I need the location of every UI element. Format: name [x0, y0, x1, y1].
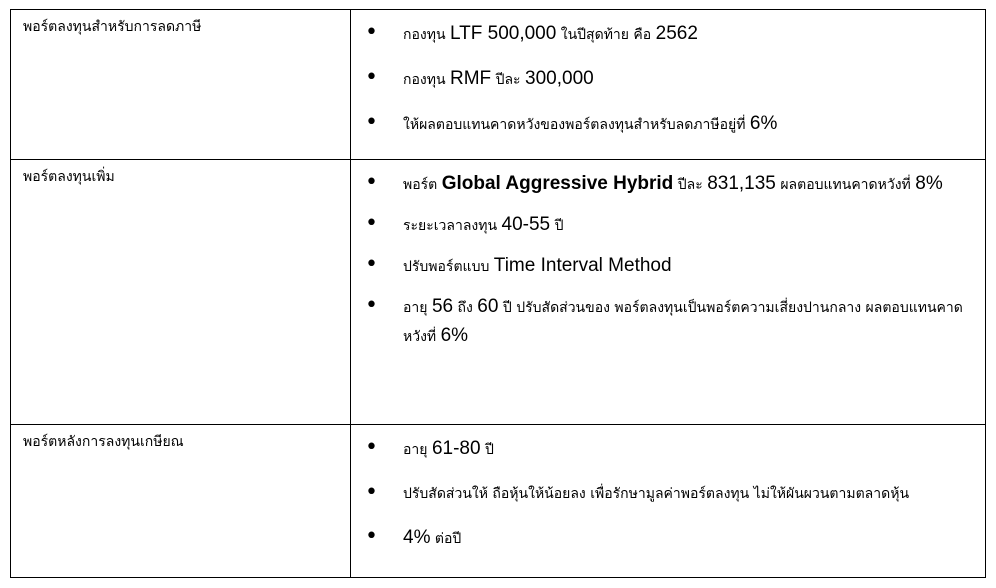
item-text: อายุ — [403, 442, 432, 458]
item-text: ปี — [480, 442, 494, 458]
item-text: ปรับสัดส่วนให้ ถือหุ้นให้น้อยลง เพื่อรักษามูลค่าพอร์ตลงทุน ไม่ให้ผันผวนตามตลาดหุ้น — [403, 486, 910, 502]
bullet-icon: • — [365, 480, 378, 505]
item-text: กองทุน — [403, 27, 450, 43]
list-item — [365, 211, 975, 240]
bullet-list — [351, 160, 985, 351]
row-label-cell — [11, 425, 351, 578]
age-start: 56 — [431, 296, 454, 317]
row-content-cell — [351, 425, 986, 578]
bullet-icon: • — [365, 20, 378, 45]
item-text: ปรับพอร์ตแบบ — [403, 259, 494, 275]
bullet-icon: • — [365, 65, 378, 90]
bullet-list — [351, 425, 985, 553]
bullet-icon: • — [365, 293, 378, 318]
item-text: ถึง — [453, 300, 478, 316]
list-item — [365, 435, 975, 464]
expected-return: 6% — [749, 113, 778, 134]
row-content-cell — [351, 10, 986, 160]
item-text: อายุ — [403, 300, 432, 316]
rmf-amount: 300,000 — [525, 68, 594, 89]
item-text: ผลตอบแทนคาดหวังที่ — [775, 177, 916, 193]
item-text: กองทุน — [403, 72, 450, 88]
bullet-icon: • — [365, 110, 378, 135]
fund-ltf-amount: LTF 500,000 — [449, 23, 557, 44]
row-label: พอร์ตลงทุนสำหรับการลดภาษี — [23, 19, 202, 35]
list-item — [365, 252, 975, 281]
row-label: พอร์ตลงทุนเพิ่ม — [23, 169, 115, 185]
investment-plan-table — [10, 9, 986, 578]
bullet-icon: • — [365, 211, 378, 236]
row-label-cell — [11, 160, 351, 425]
row-label: พอร์ตหลังการลงทุนเกษียณ — [23, 434, 184, 450]
list-item — [365, 20, 975, 49]
item-text: ระยะเวลาลงทุน — [403, 218, 502, 234]
item-text: ในปีสุดท้าย คือ — [556, 27, 656, 43]
table-row — [11, 425, 986, 578]
item-text: ปีละ — [491, 72, 526, 88]
bullet-icon: • — [365, 170, 378, 195]
annual-amount: 831,135 — [707, 173, 776, 194]
item-text: ให้ผลตอบแทนคาดหวังของพอร์ตลงทุนสำหรับลดภาษีอยู่ที่ — [403, 117, 750, 133]
item-text: ปี ปรับสัดส่วนของ พอร์ตลงทุนเป็นพอร์ตความเสี่ยงปานกลาง ผลตอบแทนคาดหวังที่ — [403, 300, 963, 345]
item-text: ต่อปี — [430, 531, 462, 547]
item-text: ปีละ — [673, 177, 708, 193]
list-item — [365, 293, 975, 351]
item-text: ปี — [550, 218, 564, 234]
investment-period: 40-55 — [501, 214, 551, 235]
bullet-icon: • — [365, 435, 378, 460]
table-row — [11, 10, 986, 160]
list-item — [365, 110, 975, 139]
row-content-cell — [351, 160, 986, 425]
expected-return: 8% — [915, 173, 943, 194]
age-range: 61-80 — [431, 438, 481, 459]
row-label-cell — [11, 10, 351, 160]
list-item — [365, 170, 975, 199]
withdrawal-rate: 4% — [403, 527, 431, 548]
bullet-icon: • — [365, 252, 378, 277]
rebalance-method: Time Interval Method — [493, 255, 672, 276]
final-year: 2562 — [655, 23, 698, 44]
bullet-icon: • — [365, 524, 378, 549]
fund-rmf: RMF — [449, 68, 492, 89]
item-text: พอร์ต — [403, 177, 442, 193]
portfolio-name: Global Aggressive Hybrid — [441, 173, 674, 194]
list-item — [365, 524, 975, 553]
expected-return: 6% — [440, 325, 469, 346]
list-item — [365, 65, 975, 94]
list-item — [365, 480, 975, 508]
table-row — [11, 160, 986, 425]
age-end: 60 — [477, 296, 499, 317]
bullet-list — [351, 10, 985, 139]
